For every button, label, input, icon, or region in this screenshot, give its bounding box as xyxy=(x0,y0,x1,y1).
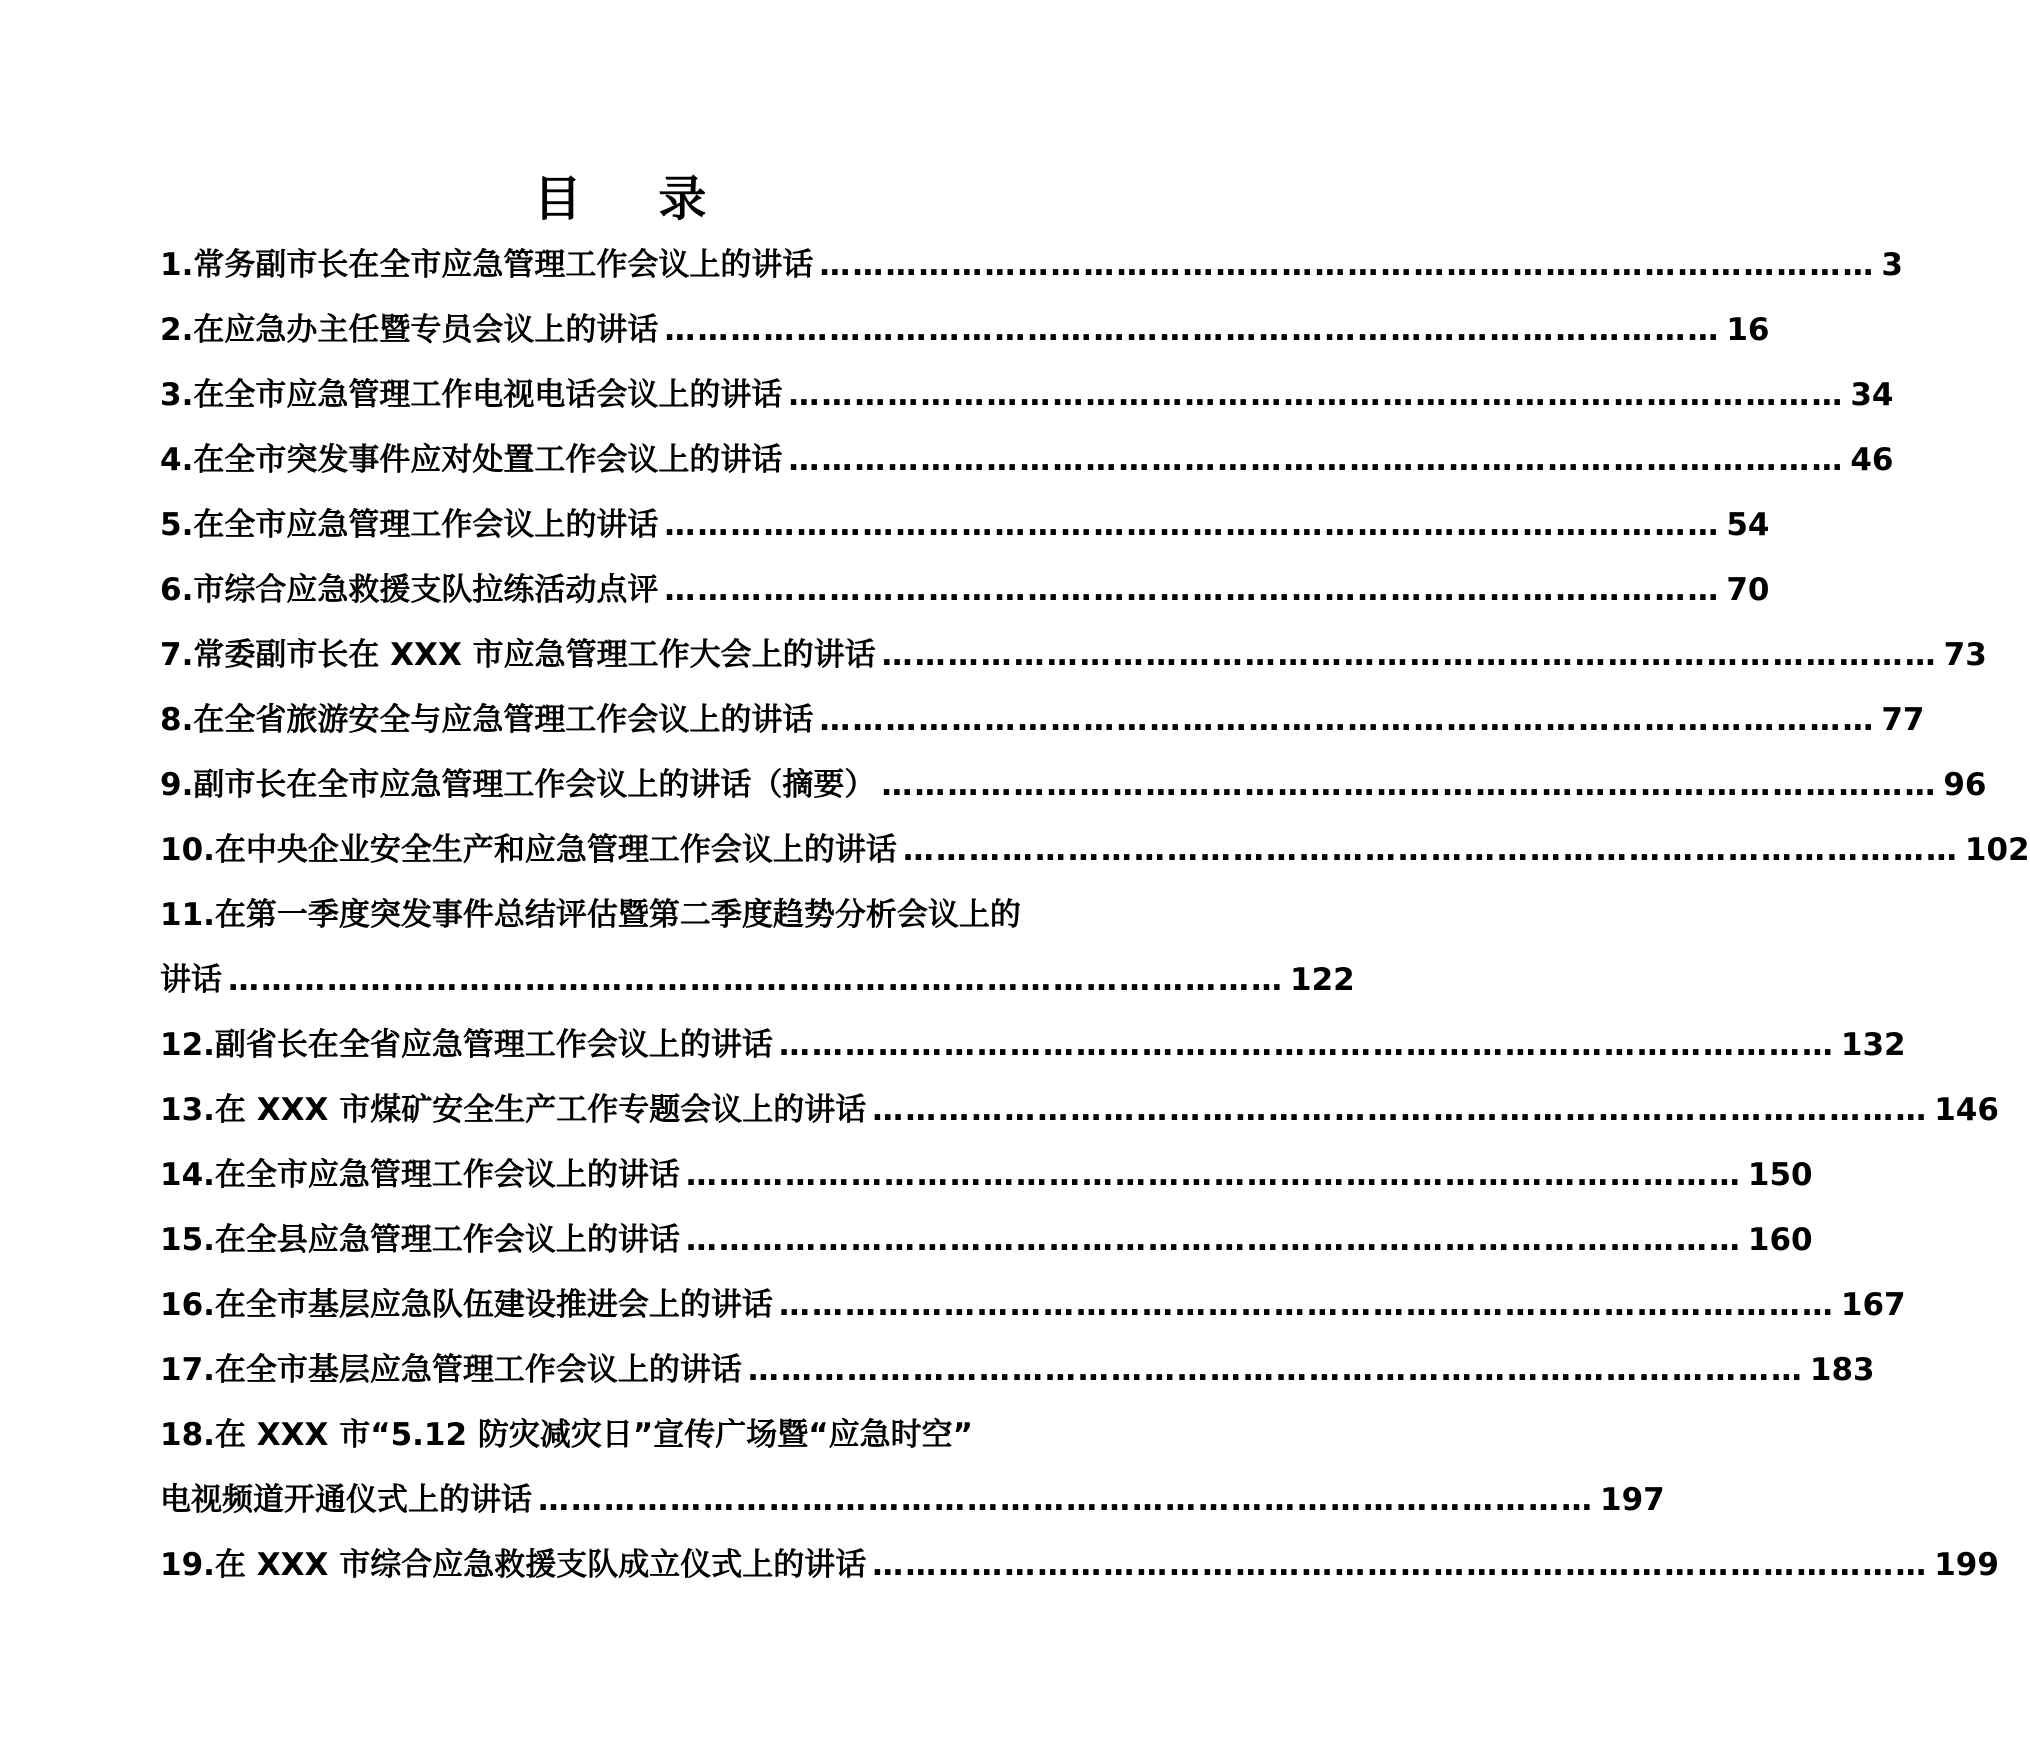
toc-entry-page: 197 xyxy=(1600,1482,1665,1518)
toc-entry-label: 11.在第一季度突发事件总结评估暨第二季度趋势分析会议上的 xyxy=(160,897,1021,933)
toc-entry-label: 17.在全市基层应急管理工作会议上的讲话 xyxy=(160,1352,742,1388)
toc-entry[interactable] xyxy=(160,493,1770,558)
dot-leader: …………………………………………………………………………………… xyxy=(664,312,1721,348)
toc-entry-label: 18.在 XXX 市“5.12 防灾减灾日”宣传广场暨“应急时空” xyxy=(160,1417,973,1453)
toc-entry-page: 46 xyxy=(1850,442,1894,478)
dot-leader: …………………………………………………………………………………… xyxy=(902,832,1959,868)
dot-leader: …………………………………………………………………………………… xyxy=(819,702,1876,738)
dot-leader: …………………………………………………………………………………… xyxy=(664,572,1721,608)
toc-entry-label: 8.在全省旅游安全与应急管理工作会议上的讲话 xyxy=(160,702,814,738)
toc-entry-page: 34 xyxy=(1850,377,1894,413)
dot-leader: …………………………………………………………………………………… xyxy=(228,962,1284,998)
toc-entry[interactable] xyxy=(160,818,2030,883)
toc-entry[interactable] xyxy=(160,1013,1906,1078)
toc-entry-page: 54 xyxy=(1726,507,1770,543)
toc-entry-page: 160 xyxy=(1747,1222,1813,1258)
toc-entry-page: 77 xyxy=(1881,702,1925,738)
toc-entry-page: 96 xyxy=(1943,767,1987,803)
toc-entry-label: 2.在应急办主任暨专员会议上的讲话 xyxy=(160,312,659,348)
toc-entry[interactable] xyxy=(160,233,1903,298)
toc-entry-first-line[interactable] xyxy=(160,1403,1089,1468)
toc-entry[interactable] xyxy=(160,753,1987,818)
toc-entry-label: 7.常委副市长在 XXX 市应急管理工作大会上的讲话 xyxy=(160,637,876,673)
dot-leader: …………………………………………………………………………………… xyxy=(778,1027,1835,1063)
toc-entry[interactable] xyxy=(160,688,1925,753)
toc-entry-page: 150 xyxy=(1747,1157,1813,1193)
toc-title: 目 录 xyxy=(533,171,737,227)
dot-leader: …………………………………………………………………………………… xyxy=(538,1482,1594,1518)
toc-entry-label: 16.在全市基层应急队伍建设推进会上的讲话 xyxy=(160,1287,773,1323)
toc-entry-second-line[interactable] xyxy=(160,1468,1665,1533)
dot-leader: …………………………………………………………………………………… xyxy=(664,507,1721,543)
toc-entry[interactable] xyxy=(160,363,1894,428)
toc-entry-page: 132 xyxy=(1840,1027,1906,1063)
toc-entry-label: 9.副市长在全市应急管理工作会议上的讲话（摘要） xyxy=(160,767,876,803)
toc-entry[interactable] xyxy=(160,1338,1875,1403)
toc-entry[interactable] xyxy=(160,1533,1999,1598)
dot-leader: …………………………………………………………………………………… xyxy=(872,1547,1929,1583)
toc-entry-label-continued: 讲话 xyxy=(160,962,222,998)
dot-leader: …………………………………………………………………………………… xyxy=(881,767,1938,803)
toc-entry-page: 167 xyxy=(1840,1287,1906,1323)
toc-entry[interactable] xyxy=(160,298,1770,363)
dot-leader: …………………………………………………………………………………… xyxy=(872,1092,1929,1128)
dot-leader: …………………………………………………………………………………… xyxy=(778,1287,1835,1323)
toc-entry[interactable] xyxy=(160,1208,1813,1273)
toc-entry-page: 3 xyxy=(1881,247,1903,283)
dot-leader: …………………………………………………………………………………… xyxy=(788,442,1845,478)
toc-entry-label: 15.在全县应急管理工作会议上的讲话 xyxy=(160,1222,680,1258)
toc-entry-page: 102 xyxy=(1964,832,2030,868)
toc-entry-page: 122 xyxy=(1290,962,1355,998)
table-of-contents xyxy=(160,233,2030,1598)
toc-entry[interactable] xyxy=(160,1273,1906,1338)
dot-leader: …………………………………………………………………………………… xyxy=(685,1157,1742,1193)
toc-entry-label: 19.在 XXX 市综合应急救援支队成立仪式上的讲话 xyxy=(160,1547,867,1583)
toc-entry-label: 13.在 XXX 市煤矿安全生产工作专题会议上的讲话 xyxy=(160,1092,867,1128)
toc-entry[interactable] xyxy=(160,1078,1999,1143)
toc-entry-page: 146 xyxy=(1934,1092,1999,1128)
toc-entry-label: 5.在全市应急管理工作会议上的讲话 xyxy=(160,507,659,543)
toc-entry[interactable] xyxy=(160,623,1987,688)
dot-leader: …………………………………………………………………………………… xyxy=(685,1222,1742,1258)
toc-entry-second-line[interactable] xyxy=(160,948,1355,1013)
toc-entry-page: 73 xyxy=(1943,637,1987,673)
toc-entry-label: 10.在中央企业安全生产和应急管理工作会议上的讲话 xyxy=(160,832,897,868)
toc-entry-label: 3.在全市应急管理工作电视电话会议上的讲话 xyxy=(160,377,783,413)
dot-leader: …………………………………………………………………………………… xyxy=(881,637,1938,673)
dot-leader: …………………………………………………………………………………… xyxy=(788,377,1845,413)
toc-entry[interactable] xyxy=(160,558,1770,623)
toc-entry-label: 4.在全市突发事件应对处置工作会议上的讲话 xyxy=(160,442,783,478)
dot-leader: …………………………………………………………………………………… xyxy=(819,247,1876,283)
toc-entry-label: 6.市综合应急救援支队拉练活动点评 xyxy=(160,572,659,608)
toc-entry-first-line[interactable] xyxy=(160,883,1089,948)
dot-leader: …………………………………………………………………………………… xyxy=(747,1352,1804,1388)
toc-entry-page: 199 xyxy=(1934,1547,1999,1583)
toc-entry[interactable] xyxy=(160,428,1894,493)
toc-entry-label: 1.常务副市长在全市应急管理工作会议上的讲话 xyxy=(160,247,814,283)
toc-entry-page: 70 xyxy=(1726,572,1770,608)
toc-entry-label: 12.副省长在全省应急管理工作会议上的讲话 xyxy=(160,1027,773,1063)
toc-entry[interactable] xyxy=(160,1143,1813,1208)
toc-entry-label-continued: 电视频道开通仪式上的讲话 xyxy=(160,1482,532,1518)
toc-entry-label: 14.在全市应急管理工作会议上的讲话 xyxy=(160,1157,680,1193)
toc-entry-page: 16 xyxy=(1726,312,1770,348)
toc-entry-page: 183 xyxy=(1809,1352,1875,1388)
